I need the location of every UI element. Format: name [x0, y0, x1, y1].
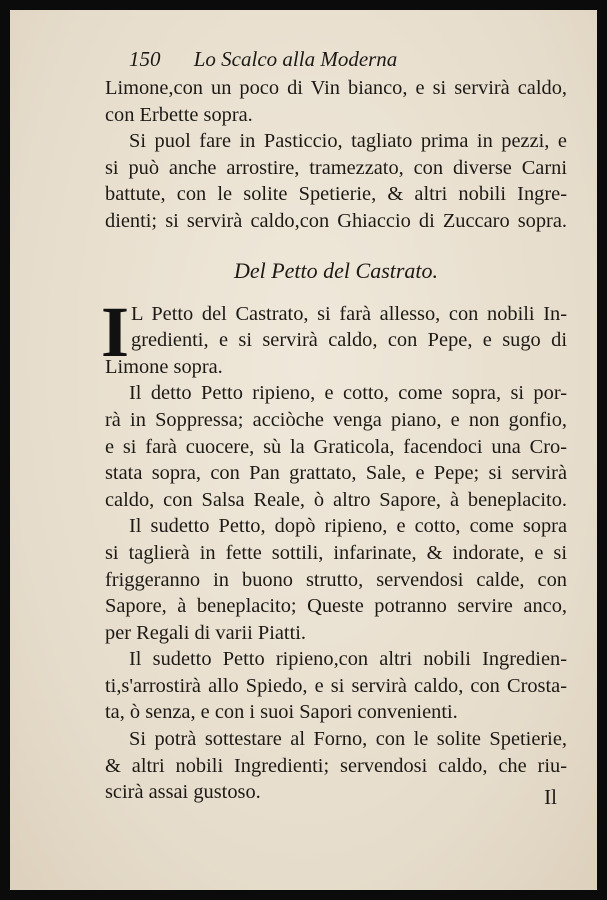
text-line: si può anche arrostire, tramezzato, con diverse Carni — [105, 156, 567, 179]
text-line: e si farà cuocere, sù la Graticola, facendoci una Cro- — [105, 435, 567, 458]
text-line: Il detto Petto ripieno, e cotto, come sopra, si por- — [129, 382, 567, 405]
text-line: rà in Soppressa; acciòche venga piano, e non gonfio, — [105, 408, 567, 431]
intro-paragraph — [105, 75, 567, 128]
text-line: friggeranno in buono strutto, servendosi calde, con — [105, 568, 567, 591]
text-line: ta, ò senza, e con i suoi Sapori convenienti. — [105, 701, 458, 724]
catchword: Il — [544, 785, 557, 809]
paragraph-pasticcio — [105, 128, 567, 234]
text-line: ti,s'arrostirà allo Spiedo, e si servirà caldo, con Crosta- — [105, 674, 567, 697]
paragraph-soppressa — [105, 380, 567, 513]
text-line: si taglierà in fette sottili, infarinate, & indorate, e si — [105, 541, 567, 564]
text-line: scirà assai gustoso. — [105, 781, 261, 804]
text-line: con Erbette sopra. — [105, 103, 253, 126]
text-line: Il sudetto Petto, dopò ripieno, e cotto, come sopra — [129, 515, 567, 538]
text-line: Limone sopra. — [105, 355, 223, 378]
paragraph-spiedo — [105, 646, 567, 726]
drop-cap: I — [101, 291, 130, 372]
running-title: Lo Scalco alla Moderna — [193, 47, 398, 71]
text-line: dienti; si servirà caldo,con Ghiaccio di Zuccaro sopra. — [105, 209, 567, 232]
section-title: Del Petto del Castrato. — [233, 257, 439, 283]
text-line: per Regali di varii Piatti. — [105, 621, 307, 644]
text-line: stata sopra, con Pan grattato, Sale, e Pepe; si servirà — [105, 462, 567, 485]
page-number: 150 — [129, 47, 161, 71]
text-line: Sapore, à beneplacito; Queste potranno servire anco, — [105, 595, 567, 618]
text-line: L Petto del Castrato, si farà allesso, con nobili In- — [131, 302, 567, 325]
text-line: gredienti, e si servirà caldo, con Pepe, e sugo di — [131, 329, 567, 352]
text-line: battute, con le solite Spetierie, & altri nobili Ingre- — [105, 183, 567, 206]
text-line: caldo, con Salsa Reale, ò altro Sapore, à beneplacito. — [105, 488, 567, 511]
text-block — [101, 44, 567, 806]
paragraph-forno — [105, 726, 567, 806]
paragraph-fette — [105, 513, 567, 646]
spacer — [105, 235, 567, 251]
book-page — [10, 10, 597, 890]
spacer — [105, 291, 567, 301]
text-line: Si puol fare in Pasticcio, tagliato prima in pezzi, e — [129, 130, 567, 153]
text-line: Limone,con un poco di Vin bianco, e si servirà caldo, — [105, 77, 567, 99]
text-line: Si potrà sottestare al Forno, con le solite Spetierie, — [129, 728, 567, 751]
text-line: Il sudetto Petto ripieno,con altri nobili Ingredien- — [129, 648, 567, 671]
running-head — [105, 44, 567, 75]
text-line: & altri nobili Ingredienti; servendosi caldo, che riu- — [105, 754, 567, 777]
paragraph-allesso — [101, 291, 567, 381]
